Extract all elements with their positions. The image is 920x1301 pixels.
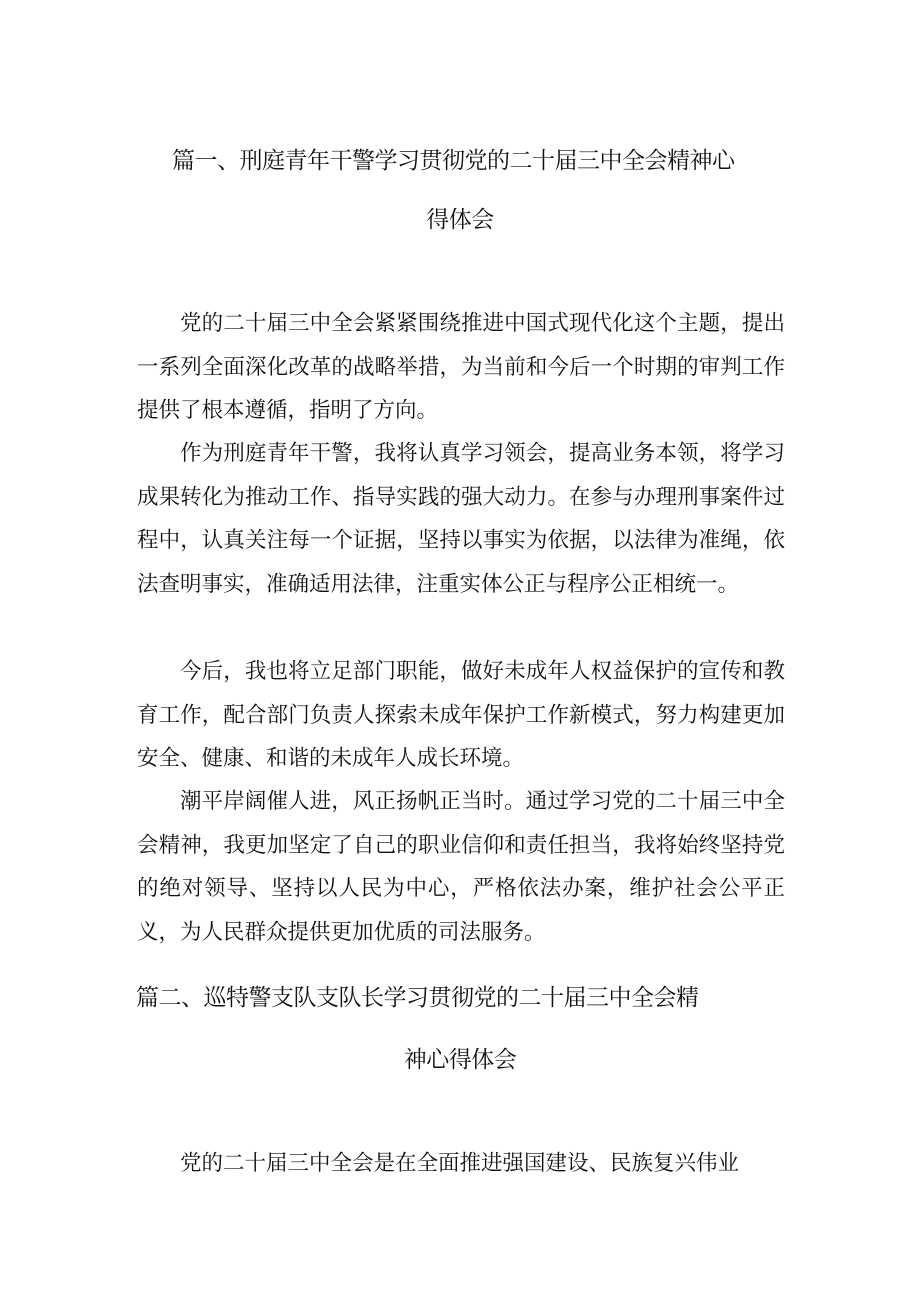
section1-paragraph-4: 潮平岸阔催人进，风正扬帆正当时。通过学习党的二十届三中全会精神，我更加坚定了自己的职业信仰和责任担当，我将始终坚持党的绝对领导、坚持以人民为中心，严格依法办案，维护社会公平正义，为人民群众提供更加优质的司法服务。 (137, 789, 785, 946)
section2-title-line1: 篇二、巡特警支队支队长学习贯彻党的二十届三中全会精 (136, 985, 699, 1011)
section1-title-line1: 篇一、刑庭青年干警学习贯彻党的二十届三中全会精神心 (172, 148, 735, 174)
section2-title-line2: 神心得体会 (403, 1047, 517, 1073)
section1-title-line2: 得体会 (426, 207, 494, 233)
section1-paragraph-2: 作为刑庭青年干警，我将认真学习领会，提高业务本领，将学习成果转化为推动工作、指导实践的强大动力。在参与办理刑事案件过程中，认真关注每一个证据，坚持以事实为依据，以法律为准绳，依法查明事实，准确适用法律，注重实体公正与程序公正相统一。 (137, 441, 785, 598)
section2-paragraph-1: 党的二十届三中全会是在全面推进强国建设、民族复兴伟业 (180, 1151, 740, 1176)
section1-paragraph-1: 党的二十届三中全会紧紧围绕推进中国式现代化这个主题，提出一系列全面深化改革的战略举措，为当前和今后一个时期的审判工作提供了根本遵循，指明了方向。 (137, 311, 785, 424)
section1-paragraph-3: 今后，我也将立足部门职能，做好未成年人权益保护的宣传和教育工作，配合部门负责人探索未成年保护工作新模式，努力构建更加安全、健康、和谐的未成年人成长环境。 (137, 659, 785, 772)
